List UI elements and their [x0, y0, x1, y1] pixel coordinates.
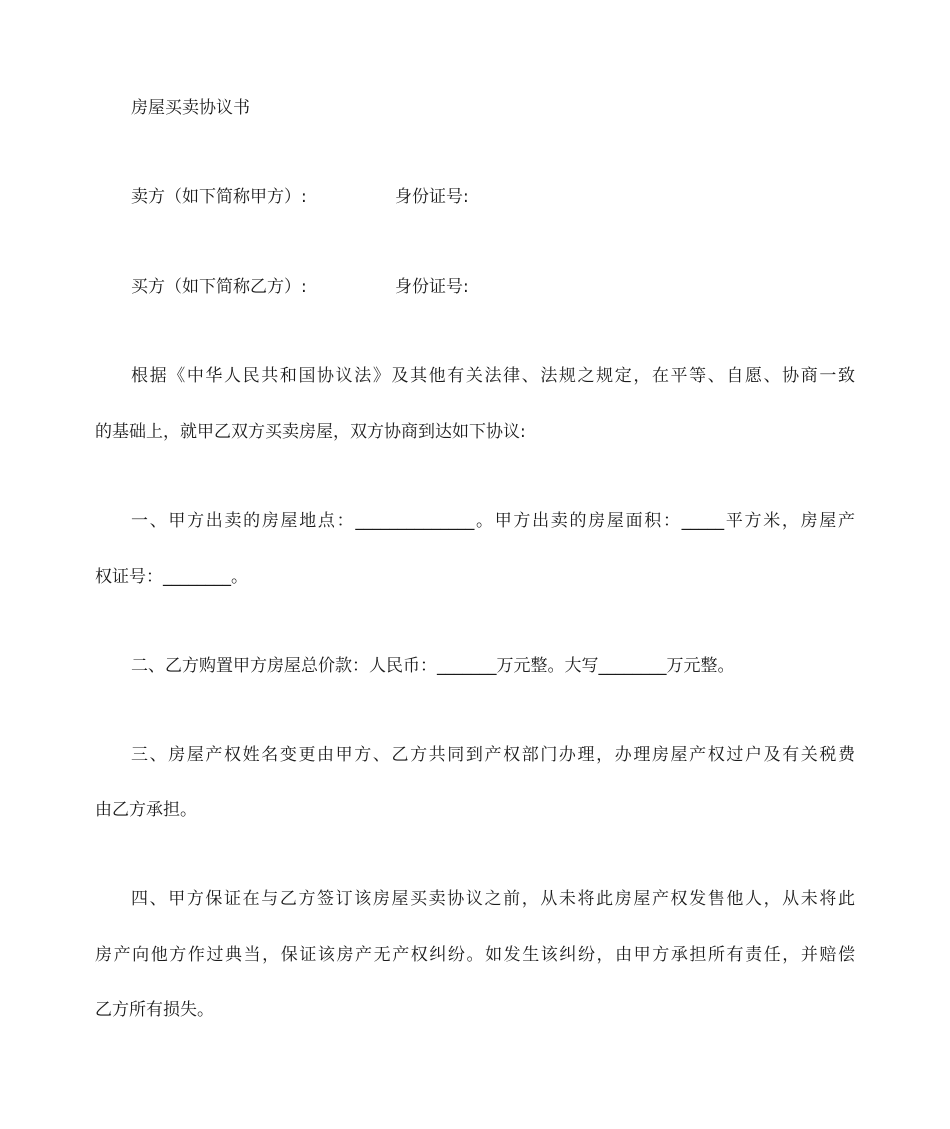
clause-4-line-2: 房产向他方作过典当，保证该房产无产权纠纷。如发生该纠纷，由甲方承担所有责任，并赔偿: [95, 945, 855, 965]
clause-3-line-2: 由乙方承担。: [95, 800, 197, 820]
intro-line-1: 根据《中华人民共和国协议法》及其他有关法律、法规之规定，在平等、自愿、协商一致: [131, 366, 855, 386]
seller-id-label: 身份证号:: [395, 187, 469, 207]
clause-2-line-1: 二、乙方购置甲方房屋总价款：人民币：_______万元整。大写________万元整。: [131, 656, 735, 676]
clause-1-line-1: 一、甲方出卖的房屋地点：______________。甲方出卖的房屋面积：_____平方米，房屋产: [131, 511, 855, 531]
intro-line-2: 的基础上，就甲乙双方买卖房屋，双方协商到达如下协议:: [95, 422, 526, 442]
seller-label: 卖方（如下简称甲方）:: [131, 187, 307, 207]
clause-4-line-1: 四、甲方保证在与乙方签订该房屋买卖协议之前，从未将此房屋产权发售他人，从未将此: [131, 889, 855, 909]
clause-1-line-2: 权证号：________。: [95, 567, 248, 587]
buyer-line: [131, 275, 855, 299]
buyer-label: 买方（如下简称乙方）:: [131, 277, 307, 297]
clause-3-line-1: 三、房屋产权姓名变更由甲方、乙方共同到产权部门办理，办理房屋产权过户及有关税费: [131, 745, 855, 765]
clause-4-line-3: 乙方所有损失。: [95, 1000, 214, 1020]
seller-line: [131, 185, 855, 209]
buyer-id-label: 身份证号:: [395, 277, 469, 297]
document-title: 房屋买卖协议书: [131, 98, 250, 118]
